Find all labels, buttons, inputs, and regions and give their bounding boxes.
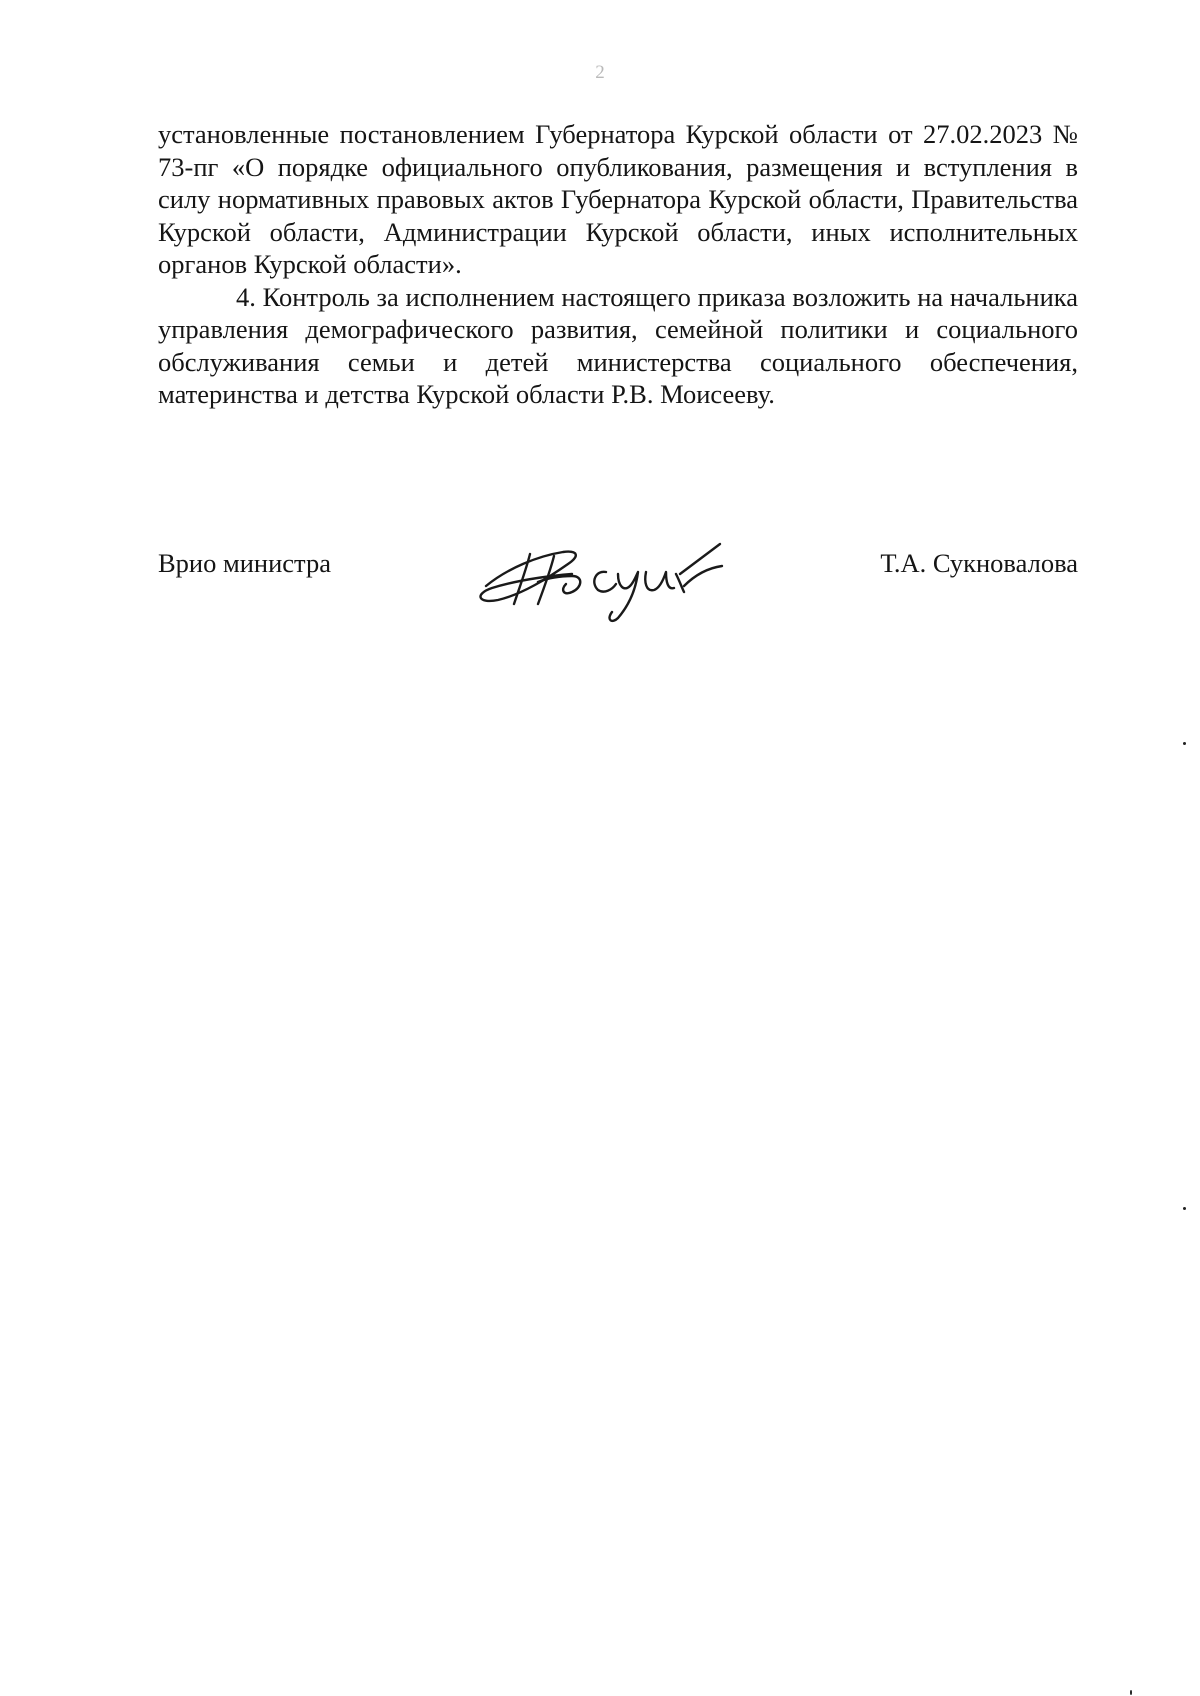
signatory-position: Врио министра xyxy=(158,548,331,578)
signature-block xyxy=(158,540,1078,630)
document-body xyxy=(158,118,1078,411)
signatory-name: Т.А. Сукновалова xyxy=(880,548,1078,578)
scan-speck xyxy=(1183,1207,1186,1210)
page-number: 2 xyxy=(595,62,605,83)
scan-speck xyxy=(1183,742,1186,745)
handwritten-signature xyxy=(468,534,738,624)
scan-speck xyxy=(1130,1690,1132,1695)
paragraph-continuation: установленные постановлением Губернатора Курской области от 27.02.2023 № 73-пг «О порядке официального опубликования, размещения и вступления в силу нормативных правовых актов Губернатора Курской области, Правительства Курской области, Администрации Курской области, иных исполнительных органов Курской области». xyxy=(158,119,1078,279)
paragraph-item-4: 4. Контроль за исполнением настоящего приказа возложить на начальника управления демографического развития, семейной политики и социального обслуживания семьи и детей министерства социального обеспечения, материнства и детства Курской области Р.В. Моисееву. xyxy=(158,281,1078,409)
